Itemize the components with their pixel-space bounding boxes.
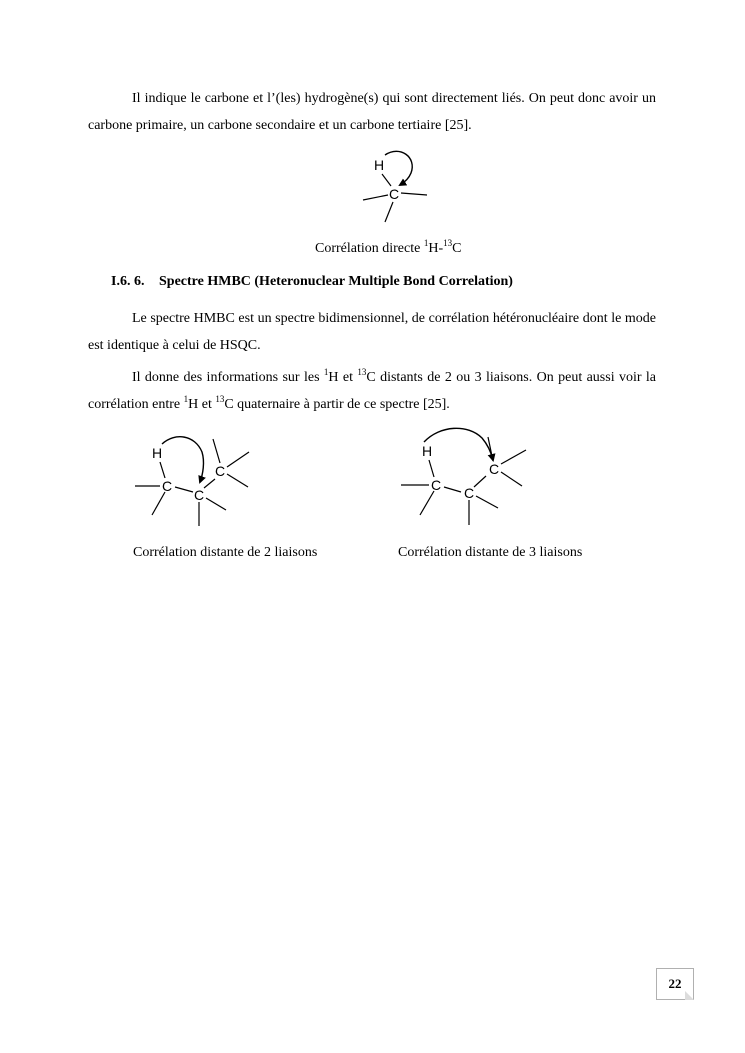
carbon-label-c1: C [162,478,173,494]
bond-c3-upright [227,452,249,467]
direct-correlation-diagram [355,145,435,225]
bond-right [401,193,427,195]
bond-c2-right [476,496,498,508]
bond-h-c1 [160,462,165,478]
carbon-label-c3: C [215,463,226,479]
hydrogen-label: H [422,443,433,459]
correlation-arrow [162,437,203,482]
bond-c2-c3 [204,479,215,488]
hmbc-info-paragraph: Il donne des informations sur les $^1$H et $^{13}$C distants de 2 ou 3 liaisons. On peut aussi voir la corrélation entre $^1$H et $^{13}$C quaternaire à partir de ce spectre [25]. [88,367,656,412]
bond-c1-c2 [175,487,193,492]
bond-c2-c3 [474,476,486,487]
section-heading: I.6. 6. Spectre HMBC (Heteronuclear Multiple Bond Correlation) [111,274,513,289]
bond-c1-down [152,492,165,515]
page-fold-decoration [685,991,694,1000]
bond-down [385,202,393,222]
carbon-label-c2: C [194,487,205,503]
bond-left [363,195,388,200]
hydrogen-label: H [152,445,163,461]
intro-paragraph: Il indique le carbone et l’(les) hydrogène(s) qui sont directement liés. On peut donc avoir un carbone primaire, un carbone secondaire et un carbone tertiaire [25]. [88,91,656,133]
bond-c3-right [227,474,248,487]
correlation-arrow [424,428,493,460]
carbon-label-c2: C [464,485,475,501]
two-bond-caption: Corrélation distante de 2 liaisons [133,545,318,560]
page-number: 22 [668,976,682,991]
hydrogen-label: H [374,157,385,173]
carbon-label-c1: C [431,477,442,493]
carbon-label: C [389,186,400,202]
bond-c1-c2 [444,487,461,492]
bond-c1-down [420,491,434,515]
bond-c2-right [206,498,226,510]
bond-c3-upright [501,450,526,464]
three-bond-caption: Corrélation distante de 3 liaisons [398,545,583,560]
hmbc-definition-paragraph: Le spectre HMBC est un spectre bidimensionnel, de corrélation hétéronucléaire dont le mode est identique à celui de HSQC. [88,311,656,353]
carbon-label-c3: C [489,461,500,477]
bond-c3-up [213,439,220,463]
correlation-arrow [385,151,412,185]
bond-h-c [382,174,391,186]
page-number-box [656,968,694,1000]
direct-correlation-caption: Corrélation directe $^1$H-$^{13}$C [315,238,462,256]
two-bond-correlation-diagram [130,430,260,530]
bond-h-c1 [429,460,434,477]
bond-c3-right [501,472,522,486]
three-bond-correlation-diagram [398,422,533,530]
